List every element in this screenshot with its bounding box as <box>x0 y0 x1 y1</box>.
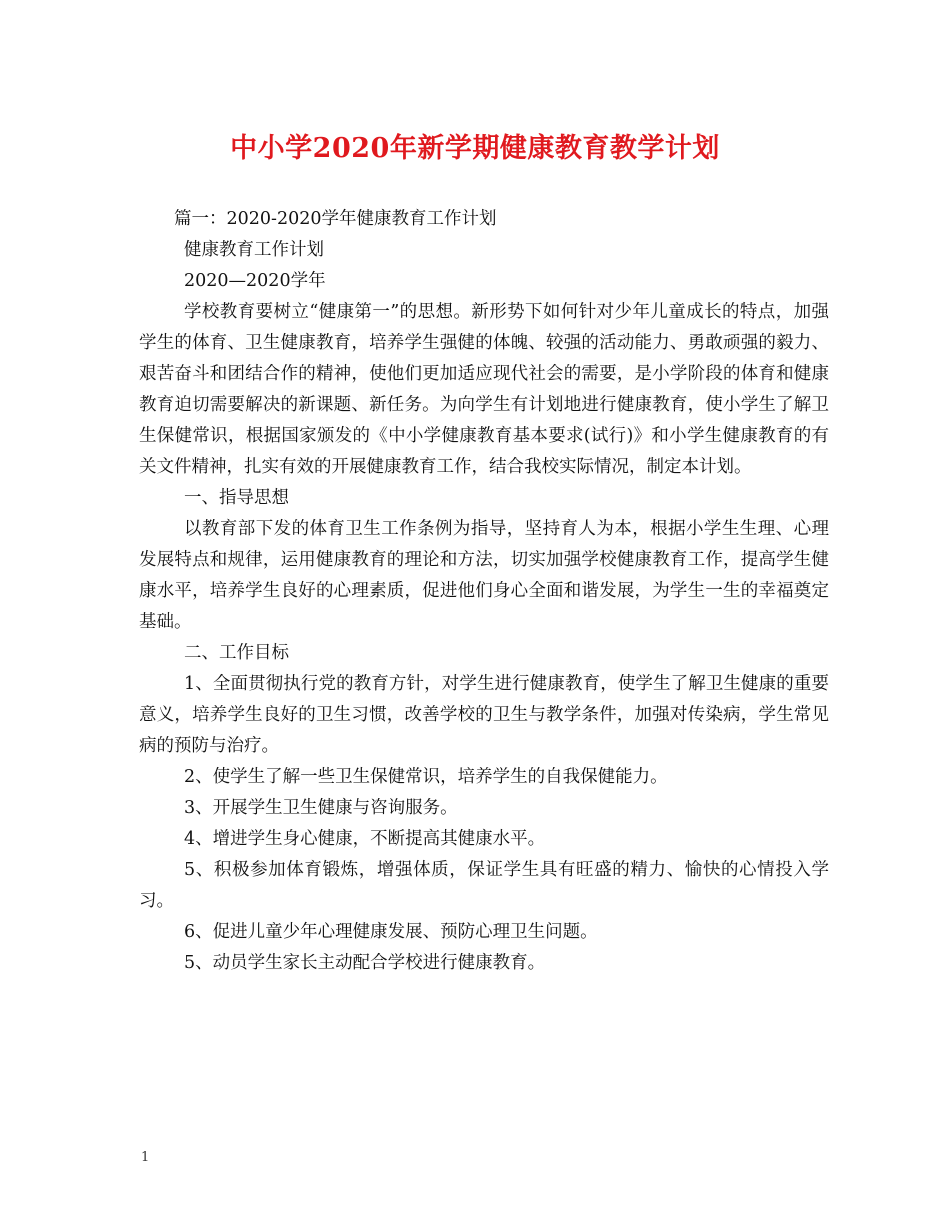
school-year: 2020—2020学年 <box>184 271 326 291</box>
plan-subtitle: 健康教育工作计划 <box>184 240 324 260</box>
section-header: 篇一：2020-2020学年健康教育工作计划 <box>174 209 497 229</box>
document-title: 中小学2020年新学期健康教育教学计划 <box>230 133 720 164</box>
intro-paragraph: 学校教育要树立“健康第一”的思想。新形势下如何针对少年儿童成长的特点，加强学生的体育、卫生健康教育，培养学生强健的体魄、较强的活动能力、勇敢顽强的毅力、艰苦奋斗和团结合作的精神，使他们更加适应现代社会的需要，是小学阶段的体育和健康教育迫切需要解决的新课题、新任务。为向学生有计划地进行健康教育，使小学生了解卫生保健常识，根据国家颁发的《中小学健康教育基本要求(试行)》和小学生健康教育的有关文件精神，扎实有效的开展健康教育工作，结合我校实际情况，制定本计划。 <box>139 302 829 477</box>
goal-item: 5、动员学生家长主动配合学校进行健康教育。 <box>184 953 546 973</box>
goal-item: 5、积极参加体育锻炼，增强体质，保证学生具有旺盛的精力、愉快的心情投入学习。 <box>139 860 829 911</box>
document-body <box>139 204 829 979</box>
page-number: 1 <box>141 1150 150 1165</box>
guiding-paragraph: 以教育部下发的体育卫生工作条例为指导，坚持育人为本，根据小学生生理、心理发展特点和规律，运用健康教育的理论和方法，切实加强学校健康教育工作，提高学生健康水平，培养学生良好的心理素质，促进他们身心全面和谐发展，为学生一生的幸福奠定基础。 <box>139 519 829 632</box>
heading-guiding-thought: 一、指导思想 <box>184 488 289 508</box>
goal-item: 2、使学生了解一些卫生保健常识，培养学生的自我保健能力。 <box>184 767 668 787</box>
heading-work-goals: 二、工作目标 <box>184 643 289 663</box>
goal-item: 4、增进学生身心健康，不断提高其健康水平。 <box>184 829 546 849</box>
goal-item: 1、全面贯彻执行党的教育方针，对学生进行健康教育，使学生了解卫生健康的重要意义，培养学生良好的卫生习惯，改善学校的卫生与教学条件，加强对传染病，学生常见病的预防与治疗。 <box>139 674 829 756</box>
goal-item: 6、促进儿童少年心理健康发展、预防心理卫生问题。 <box>184 922 598 942</box>
goal-item: 3、开展学生卫生健康与咨询服务。 <box>184 798 458 818</box>
